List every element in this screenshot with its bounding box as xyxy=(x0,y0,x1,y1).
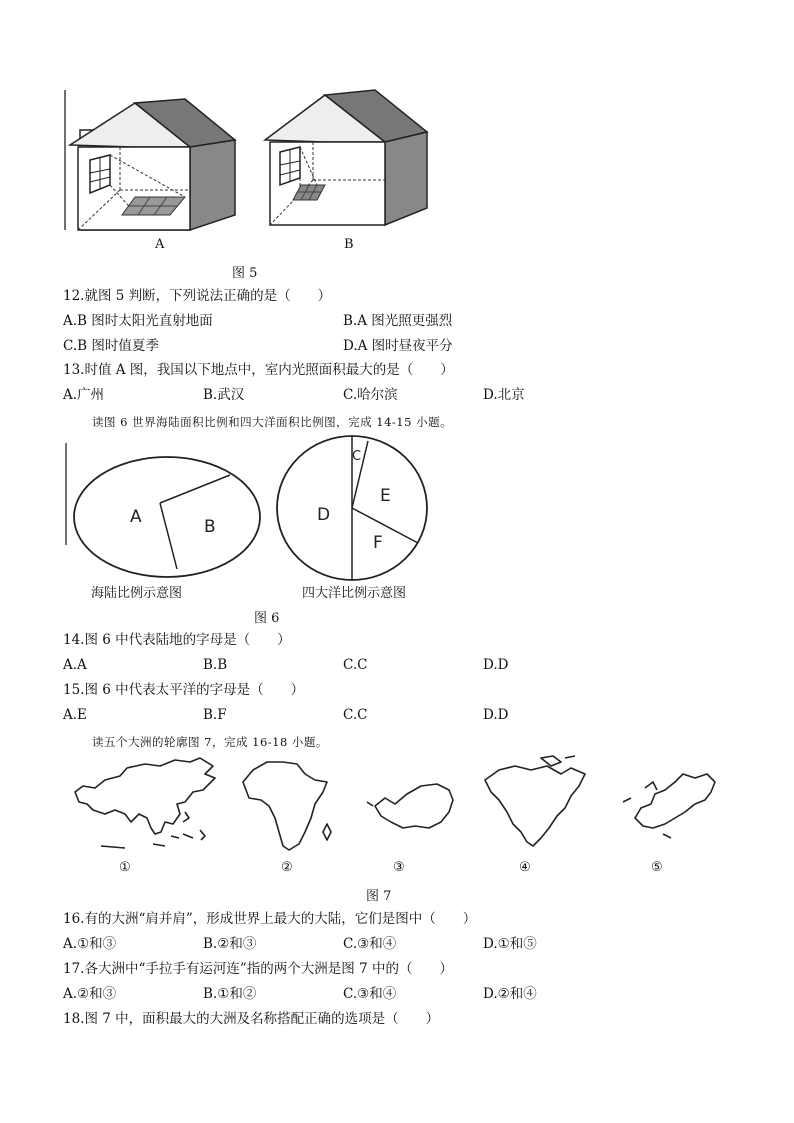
figure-7-continents xyxy=(65,752,725,857)
q17-option-c[interactable]: C.③和④ xyxy=(343,986,397,1002)
continent-outline-4 xyxy=(485,766,585,846)
figure-6-caption: 图 6 xyxy=(254,611,280,626)
ocean-label-e: E xyxy=(380,486,391,506)
figure-7 xyxy=(65,752,725,857)
q15-option-c[interactable]: C.C xyxy=(343,707,368,723)
q16-option-d[interactable]: D.①和⑤ xyxy=(483,936,537,952)
ocean-label-c: C xyxy=(352,449,362,464)
q13-option-b[interactable]: B.武汉 xyxy=(203,387,245,403)
figure-5-label-a: A xyxy=(155,237,165,252)
question-12: 12.就图 5 判断，下列说法正确的是（ ） xyxy=(63,288,332,304)
continent-number-5: ⑤ xyxy=(651,860,663,875)
q16-option-a[interactable]: A.①和③ xyxy=(63,936,117,952)
continent-number-4: ④ xyxy=(519,860,531,875)
q13-option-d[interactable]: D.北京 xyxy=(483,387,525,403)
q12-option-a[interactable]: A.B 图时太阳光直射地面 xyxy=(63,313,213,329)
q14-option-b[interactable]: B.B xyxy=(203,657,228,673)
continent-number-2: ② xyxy=(281,860,293,875)
figure-6-left-title: 海陆比例示意图 xyxy=(91,586,183,601)
house-a xyxy=(70,99,235,230)
house-b xyxy=(265,90,427,225)
figure-7-caption: 图 7 xyxy=(366,889,392,904)
figure-5-caption: 图 5 xyxy=(232,266,258,281)
q17-option-a[interactable]: A.②和③ xyxy=(63,986,117,1002)
q15-option-b[interactable]: B.F xyxy=(203,707,227,723)
q12-option-c[interactable]: C.B 图时值夏季 xyxy=(63,338,159,354)
question-18: 18.图 7 中，面积最大的大洲及名称搭配正确的选项是（ ） xyxy=(63,1011,440,1027)
question-16: 16.有的大洲“肩并肩”，形成世界上最大的大陆，它们是图中（ ） xyxy=(63,911,477,927)
continent-outline-2 xyxy=(243,762,327,850)
section-intro-14-15: 读图 6 世界海陆面积比例和四大洋面积比例图，完成 14-15 小题。 xyxy=(92,415,453,429)
figure-6-charts xyxy=(62,435,442,585)
continent-outline-1 xyxy=(75,758,215,834)
question-17: 17.各大洲中“手拉手有运河连”指的两个大洲是图 7 中的（ ） xyxy=(63,961,453,977)
continent-outline-3 xyxy=(375,784,453,828)
figure-5 xyxy=(60,85,440,260)
continent-number-3: ③ xyxy=(393,860,405,875)
land-sea-label-b: B xyxy=(204,517,216,537)
oceans-chart xyxy=(277,436,427,580)
question-15: 15.图 6 中代表太平洋的字母是（ ） xyxy=(63,682,305,698)
q12-option-b[interactable]: B.A 图光照更强烈 xyxy=(343,313,453,329)
question-14: 14.图 6 中代表陆地的字母是（ ） xyxy=(63,632,291,648)
q17-option-d[interactable]: D.②和④ xyxy=(483,986,537,1002)
figure-6 xyxy=(62,435,442,585)
q16-option-c[interactable]: C.③和④ xyxy=(343,936,397,952)
figure-5-houses xyxy=(60,85,440,260)
continent-number-1: ① xyxy=(119,860,131,875)
q13-option-c[interactable]: C.哈尔滨 xyxy=(343,387,398,403)
q12-option-d[interactable]: D.A 图时昼夜平分 xyxy=(343,338,453,354)
q16-option-b[interactable]: B.②和③ xyxy=(203,936,257,952)
q13-option-a[interactable]: A.广州 xyxy=(63,387,105,403)
q14-option-a[interactable]: A.A xyxy=(63,657,87,673)
ocean-label-f: F xyxy=(373,533,383,553)
continent-outline-5 xyxy=(635,774,715,828)
ocean-label-d: D xyxy=(317,505,331,525)
q15-option-d[interactable]: D.D xyxy=(483,707,509,723)
q15-option-a[interactable]: A.E xyxy=(63,707,87,723)
question-13: 13.时值 A 图，我国以下地点中，室内光照面积最大的是（ ） xyxy=(63,362,454,378)
q14-option-d[interactable]: D.D xyxy=(483,657,509,673)
section-intro-16-18: 读五个大洲的轮廓图 7，完成 16-18 小题。 xyxy=(92,735,328,749)
q14-option-c[interactable]: C.C xyxy=(343,657,368,673)
figure-5-label-b: B xyxy=(344,237,354,252)
figure-6-right-title: 四大洋比例示意图 xyxy=(302,586,407,601)
land-sea-label-a: A xyxy=(130,507,142,527)
q17-option-b[interactable]: B.①和② xyxy=(203,986,257,1002)
land-sea-chart xyxy=(74,457,260,577)
